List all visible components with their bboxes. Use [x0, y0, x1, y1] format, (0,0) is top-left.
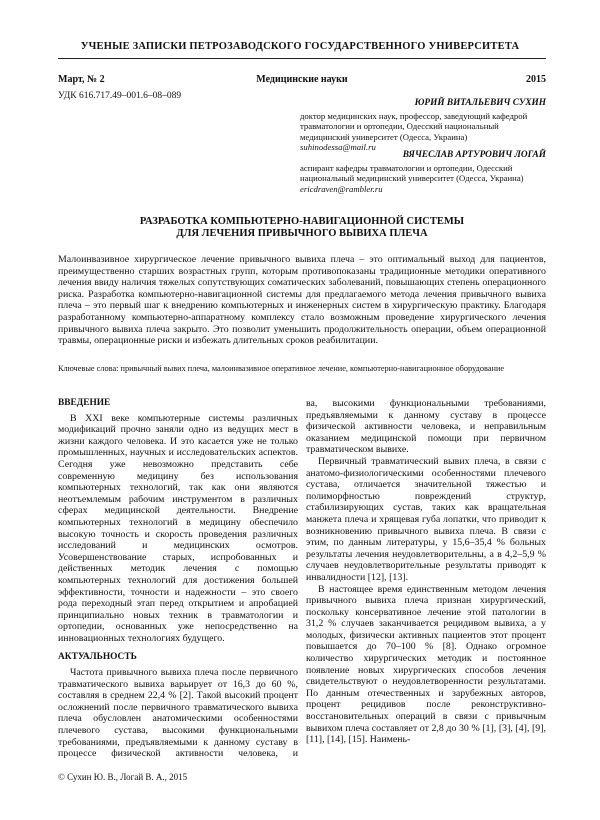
paragraph: Частота привычного вывиха плеча после первичного травматического вывиха варьирует от 16,3 до 60 %, составляя в среднем 22,4 % [2]. Такой высокий процент осложнений после первичного травматического вывиха плеча обусловлен анатомическими особенностями плечевого сустава, высокими функциональными требованиями, предъявляемыми к данному суставу в процессе физической активности человека, и: [58, 667, 298, 760]
paragraph: В XXI веке компьютерные системы различных модификаций прочно заняли одно из ведущих мест в жизни каждого человека. И это касается уже не только промышленных, научных и исследовательских аспектов. Сегодня уже невозможно представить себе современную медицину без использования компьютерных технологий, так как они являются неотъемлемым рабочим инструментом в различных сферах медицинской деятельности. Внедрение компьютерных технологий в медицину обеспечило высокую точность и скорость проведения различных исследований и медицинских осмотров. Усовершенствование старых, испробованных и действенных методик лечения с помощью компьютерных технологий для достижения большей эффективности, точности и надежности – это своего рода переходный этап перед открытием и апробацией принципиально новых техник в травматологии и ортопедии, основанных уже непосредственно на инновационных технологиях будущего.: [58, 412, 298, 644]
udk-code: УДК 616.717.49–001.6–08–089: [58, 91, 182, 101]
article-title-line: ДЛЯ ЛЕЧЕНИЯ ПРИВЫЧНОГО ВЫВИХА ПЛЕЧА: [176, 228, 428, 239]
issue-year: 2015: [526, 74, 546, 85]
author-name: ВЯЧЕСЛАВ АРТУРОВИЧ ЛОГАЙ: [402, 150, 546, 160]
article-title: [58, 216, 546, 240]
issue-number: Март, № 2: [58, 74, 105, 85]
keywords: Ключевые слова: привычный вывих плеча, малоинвазивное оперативное лечение, компьютерно-навигационное оборудование: [58, 364, 505, 373]
abstract: Малоинвазивное хирургическое лечение привычного вывиха плеча – это оптимальный выход для пациентов, преимущественно старших возрастных групп, которым противопоказаны традиционные методики оперативного лечения ввиду наличия тяжелых сопутствующих соматических заболеваний, повышающих степень операционного риска. Разработка компьютерно-навигационной системы для предлагаемого метода лечения привычного вывиха плеча – это первый шаг к внедрению компьютерных и инженерных систем в хирургическую практику. Благодаря разработанному компьютерно-аппаратному комплексу стало возможным проведение хирургического лечения привычного вывиха плеча закрыто. Это позволит уменьшить продолжительность операции, объем операционной травмы, операционные риски и избежать длительных сроков реабилитации.: [58, 254, 546, 347]
copyright: © Сухин Ю. В., Логай В. А., 2015: [58, 772, 188, 782]
section-name: Медицинские науки: [256, 74, 348, 85]
journal-title: УЧЕНЫЕ ЗАПИСКИ ПЕТРОЗАВОДСКОГО ГОСУДАРСТВЕННОГО УНИВЕРСИТЕТА: [80, 41, 520, 52]
paragraph: В настоящее время единственным методом лечения привычного вывиха плеча признан хирургический, поскольку консервативное лечение этой патологии в 31,2 % случаев заканчивается рецидивом вывиха, а у молодых, физически активных пациентов этот процент повышается до 70–100 % [8]. Однако огромное количество хирургических методик и постоянное появление новых хирургических способов лечения свидетельствуют о неудовлетворенности результатами. По данным отечественных и зарубежных авторов, процент рецидивов после реконструктивно-восстановительных операций в связи с привычным вывихом плеча составляет от 2,8 до 30 % [1], [3], [4], [9], [11], [14], [15]. Наимень-: [306, 583, 546, 746]
right-column: [306, 398, 546, 746]
author-email: suhinodessa@mail.ru: [300, 142, 376, 153]
author-block: [300, 150, 546, 194]
header-rule: [58, 58, 546, 59]
author-affiliation: доктор медицинских наук, профессор, заведующий кафедрой травматологии и ортопедии, Одесский национальный медицинский университет (Одесса, Украина): [300, 110, 528, 142]
paragraph: Первичный травматический вывих плеча, в связи с анатомо-физиологическими особенностями плечевого сустава, отличается значительной тяжестью и полиморфностью повреждений структур, стабилизирующих сустав, таких как вращательная манжета плеча и хрящевая губа лопатки, что приводит к возникновению привычного вывиха плеча. В связи с этим, по данным литературы, у 15,6–35,4 % больных результаты лечения неудовлетворительны, а в 4,2–5,9 % случаев неудовлетворительные результаты приводят к инвалидности [12], [13].: [306, 455, 546, 583]
paragraph: ва, высокими функциональными требованиями, предъявляемыми к данному суставу в процессе физической активности человека, и неправильным оказанием медицинской помощи при первичном травматическом вывихе.: [306, 398, 546, 456]
left-column: [58, 398, 298, 759]
author-affiliation: аспирант кафедры травматологии и ортопедии, Одесский национальный медицинский университет (Одесса, Украина): [300, 162, 524, 184]
author-block: [300, 98, 546, 153]
section-heading-intro: ВВЕДЕНИЕ: [58, 398, 111, 408]
section-heading-relevance: АКТУАЛЬНОСТЬ: [58, 652, 137, 663]
article-title-line: РАЗРАБОТКА КОМПЬЮТЕРНО-НАВИГАЦИОННОЙ СИСТЕМЫ: [139, 216, 465, 227]
author-email: ericdraven@rambler.ru: [300, 183, 383, 194]
author-name: ЮРИЙ ВИТАЛЬЕВИЧ СУХИН: [414, 98, 546, 108]
issue-meta-row: [58, 74, 546, 86]
